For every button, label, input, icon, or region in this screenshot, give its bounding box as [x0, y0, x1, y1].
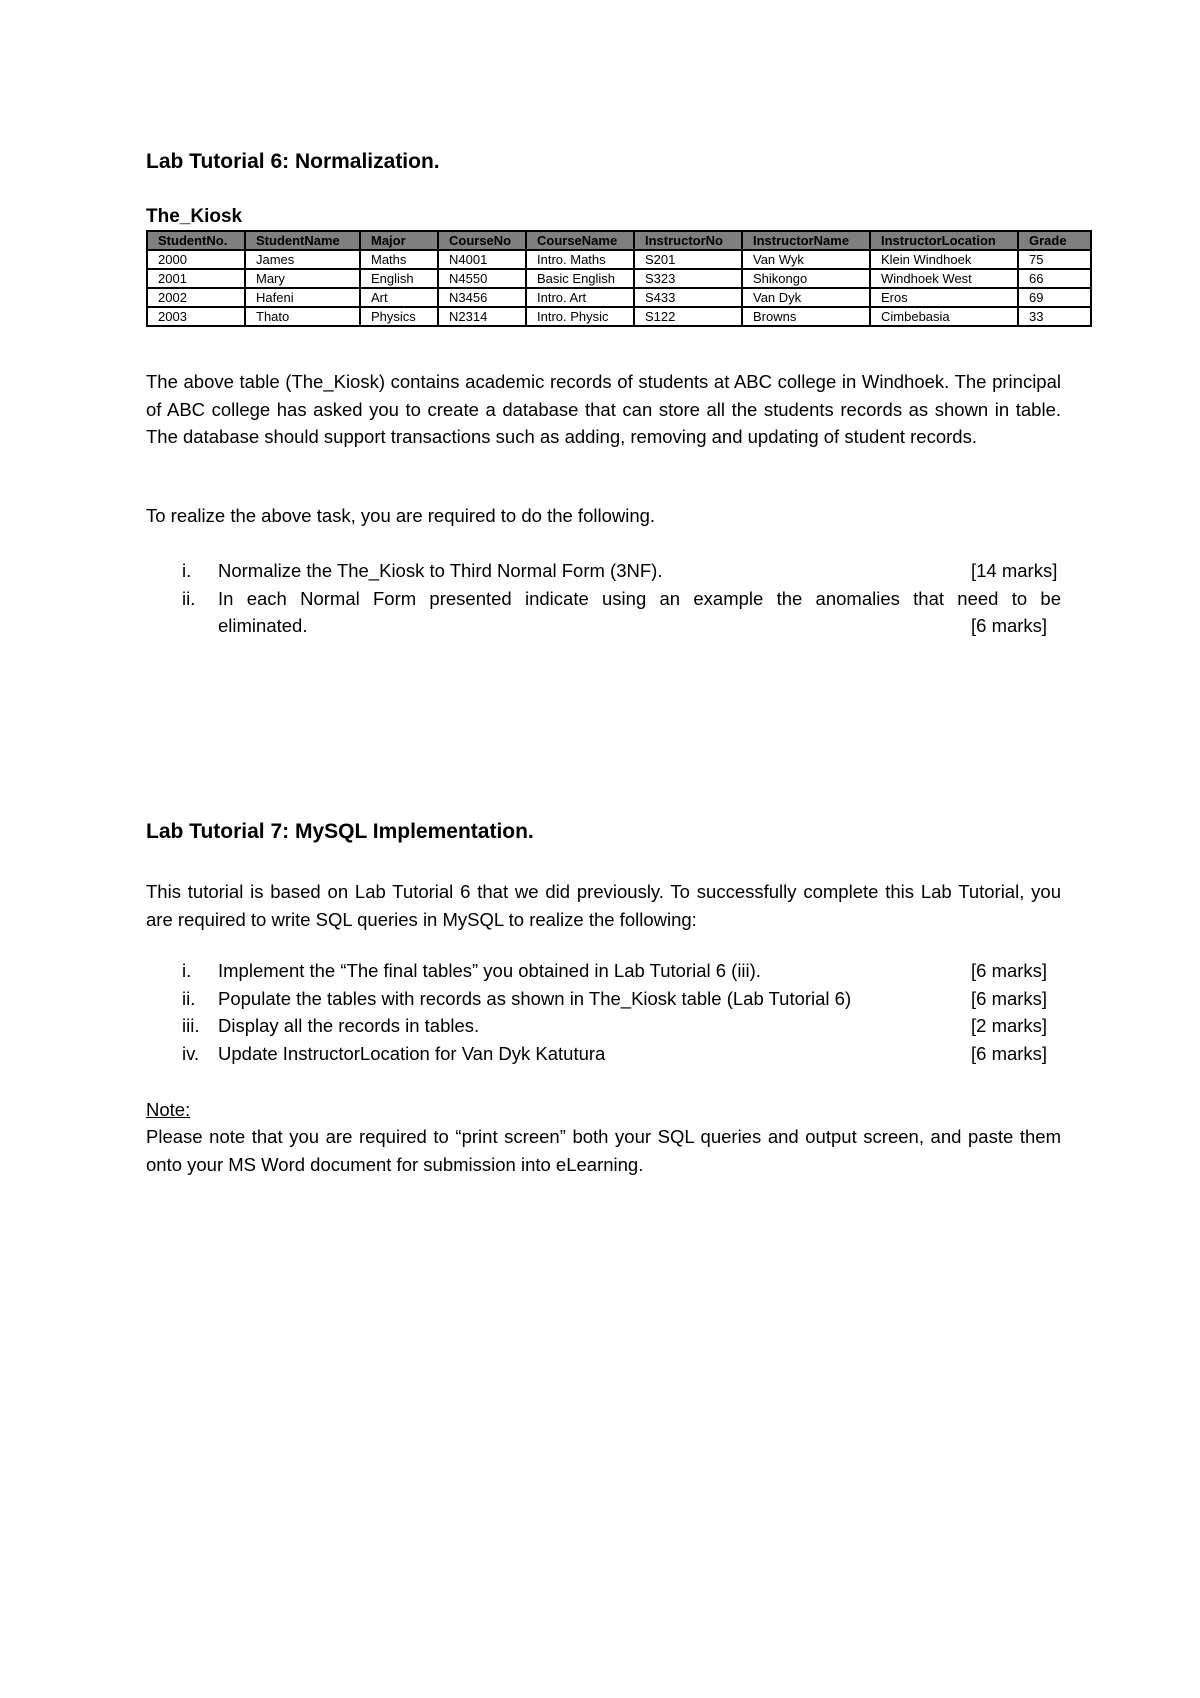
header-cell: StudentName: [245, 231, 360, 250]
table-cell: 66: [1018, 269, 1091, 288]
header-cell: CourseName: [526, 231, 634, 250]
table-cell: N2314: [438, 307, 526, 326]
table-cell: S201: [634, 250, 742, 269]
table-cell: Intro. Physic: [526, 307, 634, 326]
kiosk-table: [146, 230, 1092, 327]
table-cell: 2000: [147, 250, 245, 269]
table-cell: Shikongo: [742, 269, 870, 288]
table-cell: Art: [360, 288, 438, 307]
table-cell: Van Dyk: [742, 288, 870, 307]
table-cell: Hafeni: [245, 288, 360, 307]
table-cell: N3456: [438, 288, 526, 307]
list-item: [146, 557, 1061, 585]
tutorial6-title: Lab Tutorial 6: Normalization.: [146, 150, 440, 173]
table-cell: 2003: [147, 307, 245, 326]
task-text: Display all the records in tables.: [218, 1015, 480, 1036]
table-caption: The_Kiosk: [146, 206, 243, 227]
list-item: [146, 1040, 1061, 1068]
header-cell: InstructorLocation: [870, 231, 1018, 250]
tutorial6-task-list: [146, 557, 1061, 640]
header-cell: CourseNo: [438, 231, 526, 250]
table-cell: Mary: [245, 269, 360, 288]
task-text: Populate the tables with records as shown in The_Kiosk table (Lab Tutorial 6): [218, 987, 852, 1009]
table-cell: 2001: [147, 269, 245, 288]
table-cell: Thato: [245, 307, 360, 326]
list-item: [146, 585, 1061, 640]
list-number: i.: [182, 560, 192, 581]
header-cell: InstructorName: [742, 231, 870, 250]
task-marks: [2 marks]: [971, 1015, 1048, 1036]
table-cell: Maths: [360, 250, 438, 269]
task-text-line: In each Normal Form presented indicate using an example the anomalies that need to be: [218, 587, 1061, 609]
table-cell: 33: [1018, 307, 1091, 326]
table-cell: 69: [1018, 288, 1091, 307]
list-item: [146, 957, 1061, 985]
tutorial7-paragraph1: This tutorial is based on Lab Tutorial 6 that we did previously. To successfully complete this Lab Tutorial, you are required to write SQL queries in MySQL to realize the following:: [146, 881, 1061, 930]
list-number: iv.: [182, 1042, 200, 1064]
tutorial6-paragraph1: The above table (The_Kiosk) contains academic records of students at ABC college in Windhoek. The principal of ABC college has asked you to create a database that can store all the students records as shown in table. The database should support transactions such as adding, removing and updating of student records.: [146, 371, 1061, 447]
table-cell: S122: [634, 307, 742, 326]
header-cell: StudentNo.: [147, 231, 245, 250]
list-number: i.: [182, 960, 192, 981]
table-cell: Windhoek West: [870, 269, 1018, 288]
header-cell: InstructorNo: [634, 231, 742, 250]
table-cell: Physics: [360, 307, 438, 326]
table-cell: Browns: [742, 307, 870, 326]
tutorial7-task-list: [146, 957, 1061, 1067]
note-text: Please note that you are required to “print screen” both your SQL queries and output screen, and paste them onto your MS Word document for submission into eLearning.: [146, 1126, 1061, 1175]
tutorial6-paragraph2: To realize the above task, you are required to do the following.: [146, 505, 656, 526]
list-number: ii.: [182, 587, 196, 609]
task-text: Update InstructorLocation for Van Dyk Katutura: [218, 1042, 606, 1064]
table-cell: N4550: [438, 269, 526, 288]
table-cell: Van Wyk: [742, 250, 870, 269]
task-text: Implement the “The final tables” you obtained in Lab Tutorial 6 (iii).: [218, 960, 761, 981]
table-cell: N4001: [438, 250, 526, 269]
note-label: Note:: [146, 1099, 191, 1120]
task-text: Normalize the The_Kiosk to Third Normal Form (3NF).: [218, 560, 663, 581]
table-cell: Cimbebasia: [870, 307, 1018, 326]
table-row: [147, 250, 1091, 269]
table-cell: S323: [634, 269, 742, 288]
task-text-line-wrap: [218, 612, 1061, 640]
task-text-block: [218, 585, 1061, 640]
table-cell: Klein Windhoek: [870, 250, 1018, 269]
task-marks: [6 marks]: [971, 615, 1048, 636]
table-cell: Intro. Maths: [526, 250, 634, 269]
tutorial7-title: Lab Tutorial 7: MySQL Implementation.: [146, 820, 534, 843]
list-number: iii.: [182, 1015, 200, 1036]
task-marks: [6 marks]: [971, 987, 1048, 1009]
task-text-line: eliminated.: [218, 615, 308, 636]
table-row: [147, 288, 1091, 307]
table-cell: 2002: [147, 288, 245, 307]
table-cell: Eros: [870, 288, 1018, 307]
table-cell: Intro. Art: [526, 288, 634, 307]
table-cell: English: [360, 269, 438, 288]
table-cell: Basic English: [526, 269, 634, 288]
table-row: [147, 269, 1091, 288]
table-cell: 75: [1018, 250, 1091, 269]
header-cell: Major: [360, 231, 438, 250]
task-marks: [6 marks]: [971, 1042, 1048, 1064]
task-marks: [6 marks]: [971, 960, 1048, 981]
list-item: [146, 1012, 1061, 1040]
table-header-row: [147, 231, 1091, 250]
table-cell: S433: [634, 288, 742, 307]
task-marks: [14 marks]: [971, 560, 1058, 581]
header-cell: Grade: [1018, 231, 1091, 250]
table-cell: James: [245, 250, 360, 269]
table-row: [147, 307, 1091, 326]
list-number: ii.: [182, 987, 196, 1009]
list-item: [146, 985, 1061, 1013]
